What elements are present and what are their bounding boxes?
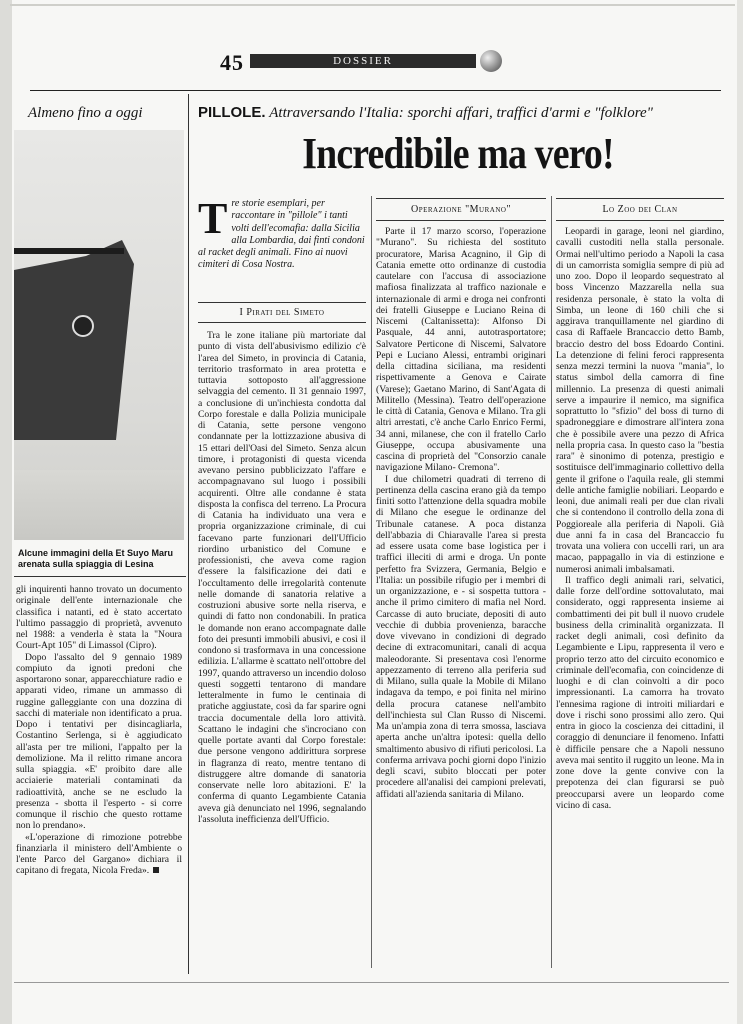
bottom-rule — [14, 982, 729, 983]
article-intro — [198, 194, 366, 272]
page-number: 45 — [220, 50, 244, 75]
sidebar-paragraph: «L'operazione di rimozione potrebbe finanziarla il ministero dell'Ambiente o l'ente Parco del Gargano» dichiara il capitano di fregata, Nicola Freda». — [16, 831, 182, 877]
section-paragraph: I due chilometri quadrati di terreno di pertinenza della cascina erano già da tempo finiti sotto l'attenzione della squadra mobile di Milano che esegue le ordinanze del Tribunale catanese. A poca distanza dell'abbazia di Chiaravalle l'area si presta ad essere usata come base logistica per i traffici illeciti di armi e droga. Un ponte perfetto fra Svizzera, Germania, Belgio e l'Italia: un possibile rifugio per i membri di un organizzazione, e - si sospetta tuttora - anche il primo cimitero di mafia nel Nord. Carcasse di auto bruciate, depositi di auto vecchie di dubbia provenienza, baracche dove vivevano in condizioni di degrado decine di extracomunitari, canali di acqua maleodorante. Si presentava così l'enorme appezzamento di terreno alla periferia sud di Milano, sulla quale la Mobile di Milano indagava da tempo, e poi finita nel mirino della procura catanese nell'ambito dell'inchiesta sul Clan Russo di Niscemi. Ma un'ampia zona di terra smossa, lasciava aperta anche un'altra ipotesi: quella dello smaltimento abusivo di rifiuti pericolosi. La conferma arrivava pochi giorni dopo l'inizio degli scavi, subito bloccati per poter procedere all'analisi dei campioni prelevati, affidati all'azienda sanitaria di Milano. — [376, 473, 546, 800]
section-body-pirati — [198, 330, 366, 825]
drop-cap: T — [198, 194, 228, 243]
section-rule — [556, 220, 724, 221]
sidebar-paragraph: Dopo l'assalto del 9 gennaio 1989 compiuto da ignoti predoni che asportarono sonar, apparecchiature radio e apparati video, rimane un ammasso di ruggine galleggiante con una dozzina di sacchi di materiale non identificato a prua. Dopo i tentativi per disincagliarla, Costantino Serlenga, si è aggiudicato all'asta per tre milioni, l'appalto per la demolizione. Ma il relitto rimane ancora sulla spiaggia. «E' proibito dare alle acciaierie materiali contaminati da radioattività, anche se ne escludo la presenza - sbotta il l'esperto - si corre comunque il rischio che questo rottame non lo prendano». — [16, 651, 182, 832]
section-paragraph: Tra le zone italiane più martoriate dal punto di vista dell'abusivismo edilizio c'è l'area del Simeto, in provincia di Catania, territorio trasformato in area protetta e tuttavia sottoposto all'aggressione selvaggia del cemento. Il 31 gennaio 1997, a conclusione di un'inchiesta condotta dal Corpo forestale e dalla Polizia municipale di Catania, sette persone vengono condannate per la lottizzazione abusiva di 15 ettari dell'Oasi del Simeto. Senza alcun timore, i protagonisti di questa vicenda avevano persino pubblicizzato l'affare e accompagnavano sul luogo i possibili acquirenti. Oltre alle condanne è stata disposta la confisca del terreno. La Procura di Catania ha individuato una vera e propria organizzazione criminale, di cui facevano parte funzionari dell'Ufficio riordino urbanistico del Comune e professionisti, che aveva come ragion d'essere la falsificazione dei dati e l'occultamento delle irregolarità contenute nelle domande di sanatoria relative a costruzioni abusive sorte nella riserva, e quindi di fatto non condonabili. In pratica le domande non erano accompagnate dalle foto dei presunti immobili abusivi, e così il condono si trasformava in una concessione edilizia. L'allarme è scattato nell'ottobre del 1997, quando attraverso un incendio doloso questi soggetti tentarono di mandare letteralmente in fumo le centinaia di pratiche aggiustate, così da far sparire ogni traccia documentale della loro attività. Scattano le indagini che s'incrociano con quelle portate avanti dal Corpo forestale: due persone vengono addirittura sorprese in flagranza di reato, mentre tentano di distruggere altre domande di sanatoria conservate nelle loro abitazioni. E' la conferma di quanto Legambiente Catania aveva già denunciato nel 1996, segnalando l'assoluta inefficienza dell'Ufficio. — [198, 330, 366, 825]
page-edge-right — [737, 0, 743, 1024]
section-rule — [556, 198, 724, 199]
header-rule — [30, 90, 721, 91]
ship-rail — [14, 248, 124, 254]
photo-caption: Alcune immagini della Et Suyo Maru arenata sulla spiaggia di Lesina — [18, 548, 174, 569]
kicker-text: Attraversando l'Italia: sporchi affari, traffici d'armi e "folklore" — [269, 105, 653, 121]
end-mark-icon — [153, 867, 159, 873]
section-rule — [376, 220, 546, 221]
section-heading-zoo: Lo Zoo dei Clan — [602, 204, 678, 215]
section-rule — [376, 198, 546, 199]
top-edge — [10, 4, 735, 6]
section-body-zoo — [556, 226, 724, 811]
article-title: Incredibile ma vero! — [302, 129, 614, 178]
page-edge-left — [0, 0, 12, 1024]
section-heading-murano: Operazione "Murano" — [410, 204, 512, 215]
section-rule — [198, 322, 366, 323]
section-paragraph: Parte il 17 marzo scorso, l'operazione "Murano". Su richiesta del sostituto procuratore, Marisa Acagnino, il Gip di Catania emette otto ordinanze di custodia cautelare con l'accusa di associazione mafiosa finalizzata al traffico nazionale e internazionale di armi e droga nei confronti dei fratelli Giuseppe e Luciano Reina di Niscemi (Caltanissetta): Alfonso Di Pasquale, 44 anni, autotrasportatore; Salvatore Perticone di Niscemi, Salvatore Pepi e Luciano Alessi, entrambi originari della cittadina siciliana, ma residenti rispettivamente a Genova e Cairate (Varese); Gaetano Marino, di Sant'Agata di Militello (Messina). Teatro dell'operazione le città di Catania, Genova e Milano. Tra gli altri arrestati, c'è anche Carlo Enrico Fermi, 34 anni, milanese, che con il fratello Carlo Giuseppe, occupa abusivamente una cascina di proprietà del "Consorzio canale navigazione Milano- Cremona". — [376, 226, 546, 474]
section-banner: DOSSIER — [250, 54, 476, 68]
section-rule — [198, 302, 366, 303]
globe-icon — [480, 50, 502, 72]
article-kicker — [198, 104, 718, 122]
sidebar-paragraph: gli inquirenti hanno trovato un documento originale dell'ente internazionale che classifica i natanti, ed è stato accertato l'ultimo passaggio di proprietà, avvenuto nel 1988: a venderla è stata la "Noura Court-Apt 105" di Limassol (Cipro). — [16, 584, 182, 652]
porthole-icon — [72, 315, 94, 337]
ship-photo — [14, 130, 184, 540]
column-divider — [371, 196, 372, 968]
column-divider — [188, 94, 189, 974]
intro-text: re storie esemplari, per raccontare in "pillole" i tanti volti dell'ecomafia: dalla Sicilia alla Lombardia, dai finti condoni al racket degli animali. Fino ai nuovi cimiteri di Cosa Nostra. — [198, 198, 365, 271]
section-paragraph: Leopardi in garage, leoni nel giardino, cavalli custoditi nella stalla personale. Ormai nell'ultimo periodo a Napoli la casa di un camorrista somiglia sempre di più ad uno zoo. Dopo il leopardo sequestrato al boss Vincenzo Mazzarella nella sua residenza personale, è stato la volta di Simba, un leone di 160 chili che si aggirava tranquillamente nel giardino di casa di Raffaele Brancaccio detto Bamb, braccio destro del boss Edoardo Contini. La detenzione di felini feroci rappresenta senza mezzi termini la nuova "mania", lo status simbol della camorra di fine millennio. La presenza di questi animali serve a impaurire il nemico, ma significa soprattutto lo "sfizio" del boss di turno di spadroneggiare e dimostrare all'intera zona che è possibile avere una pezzo di Africa nella propria casa. In questo caso la "bestia rara" è sinonimo di potenza, prestigio e sostituisce dell'immaginario collettivo della gente il grifone o l'aquila reale, gli stemmi delle antiche famiglie nobiliari. Leopardo e leoni, due animali reali per due clan rivali che si contendono il controllo della zona di Poggioreale alla periferia di Napoli. Già due anni fa in casa del Brancaccio fu trovata una voliera con uccelli rari, un ara macao, pappagallo in via di estinzione e numerosi animali imbalsamati. — [556, 226, 724, 575]
section-paragraph: Il traffico degli animali rari, selvatici, dalle forze dell'ordine sottovalutato, mai considerato, oggi rappresenta insieme ai combattimenti dei pit bull il nuovo crudele business della criminalità organizzata. Il racket degli animali, così definito da Legambiente e Lipu, rappresenta il vero e proprio terzo atto del circuito economico e criminale dell'ecomafia, con coincidenze di luoghi e di clan coinvolti a dir poco impressionanti. La camorra ha trovato l'ennesima ragione di introiti miliardari e dove i rischi sono prossimi allo zero. Qui entra in gioco la coscienza dei cittadini, il coraggio di denunciare il fenomeno. Infatti è difficile pensare che a Napoli nessuno aveva mai sentito il ruggito un leone. Ma in zone dove la gente convive con la prepotenza dei clan figurarsi se può preoccuparsi avere un leopardo come vicino di casa. — [556, 574, 724, 811]
section-body-murano — [376, 226, 546, 800]
kicker-label: PILLOLE. — [198, 104, 266, 121]
sidebar-heading: Almeno fino a oggi — [28, 105, 143, 121]
section-heading-pirati: I Pirati del Simeto — [239, 307, 325, 318]
caption-rule — [14, 576, 186, 577]
column-divider — [551, 196, 552, 968]
sidebar-body — [16, 584, 182, 877]
ship-hull — [14, 240, 134, 440]
beach-sand — [14, 470, 184, 540]
